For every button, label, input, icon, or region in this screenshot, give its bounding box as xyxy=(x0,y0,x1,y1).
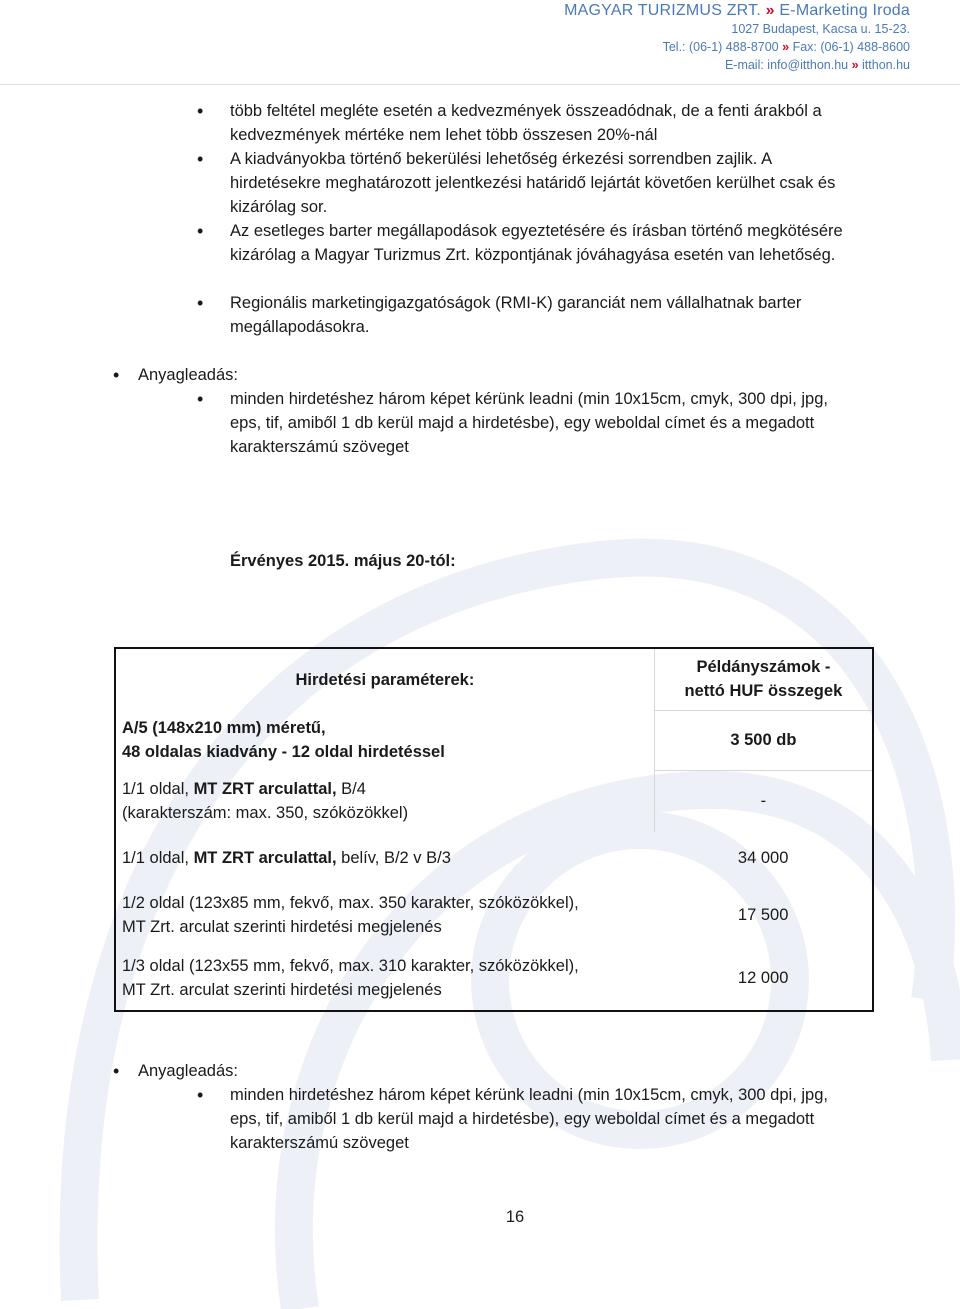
list-item: • A kiadványokba történő bekerülési lehetőség érkezési sorrendben zajlik. A hirdetésekre meghatározott jelentkezési határidő lejártát követően kerülhet csak és kizárólag sor. xyxy=(230,147,860,219)
website-link[interactable]: itthon.hu xyxy=(862,58,910,72)
material-delivery-text: • minden hirdetéshez három képet kérünk leadni (min 10x15cm, cmyk, 300 dpi, jpg, eps, tif, amiből 1 db kerül majd a hirdetésbe), egy weboldal címet és a megadott karakterszámú szöveget xyxy=(230,1083,860,1155)
table-header-parameters: Hirdetési paraméterek: xyxy=(295,670,475,689)
price-table xyxy=(114,647,874,1012)
list-item: • Regionális marketingigazgatóságok (RMI-K) garanciát nem vállalhatnak barter megállapodásokra. xyxy=(230,291,860,339)
table-row: 1/1 oldal, MT ZRT arculattal, belív, B/2 v B/3 xyxy=(122,849,451,867)
table-row: 1/2 oldal (123x85 mm, fekvő, max. 350 karakter, szóközökkel), MT Zrt. arculat szerinti hirdetési megjelenés xyxy=(122,894,579,936)
table-cell-copies: 3 500 db xyxy=(654,710,873,770)
material-delivery-text: • minden hirdetéshez három képet kérünk leadni (min 10x15cm, cmyk, 300 dpi, jpg, eps, tif, amiből 1 db kerül majd a hirdetésbe), egy weboldal címet és a megadott karakterszámú szöveget xyxy=(230,387,860,459)
company-name: MAGYAR TURIZMUS ZRT. xyxy=(564,2,761,19)
separator-chevron-icon: » xyxy=(782,40,790,54)
table-cell-price: 12 000 xyxy=(737,969,789,987)
table-cell-price: 17 500 xyxy=(737,906,789,924)
phone-fax-line xyxy=(564,38,910,56)
material-delivery-heading: • Anyagleadás: xyxy=(138,1059,238,1083)
letterhead xyxy=(564,2,910,74)
table-cell-price: - xyxy=(654,770,873,832)
contact-line xyxy=(564,56,910,74)
page-number: 16 xyxy=(505,1208,525,1226)
address: 1027 Budapest, Kacsa u. 15-23. xyxy=(731,22,910,36)
separator-chevron-icon: » xyxy=(851,58,859,72)
phone: Tel.: (06-1) 488-8700 xyxy=(662,40,779,54)
letterhead-brand xyxy=(564,2,910,20)
material-delivery-heading: • Anyagleadás: xyxy=(138,363,238,387)
table-cell-format: A/5 (148x210 mm) méretű, 48 oldalas kiadvány - 12 oldal hirdetéssel xyxy=(122,719,445,761)
table-row: 1/1 oldal, MT ZRT arculattal, B/4 (karakterszám: max. 350, szóközökkel) xyxy=(122,780,409,822)
office-name: E-Marketing Iroda xyxy=(779,2,910,19)
email-link[interactable]: E-mail: info@itthon.hu xyxy=(724,58,849,72)
list-item: • Az esetleges barter megállapodások egyeztetésére és írásban történő megkötésére kizárólag a Magyar Turizmus Zrt. központjának jóváhagyása esetén van lehetőség. xyxy=(230,219,860,267)
header-divider xyxy=(0,84,960,85)
table-cell-price: 34 000 xyxy=(737,849,789,867)
fax: Fax: (06-1) 488-8600 xyxy=(792,40,910,54)
list-item: • több feltétel megléte esetén a kedvezmények összeadódnak, de a fenti árakból a kedvezmények mértéke nem lehet több összesen 20%-nál xyxy=(230,99,860,147)
separator-chevron-icon: » xyxy=(765,2,775,19)
table-row: 1/3 oldal (123x55 mm, fekvő, max. 310 karakter, szóközökkel), MT Zrt. arculat szerinti hirdetési megjelenés xyxy=(122,957,579,999)
table-header-copies: Példányszámok - nettó HUF összegek xyxy=(654,648,873,710)
validity-date: Érvényes 2015. május 20-tól: xyxy=(230,552,456,570)
